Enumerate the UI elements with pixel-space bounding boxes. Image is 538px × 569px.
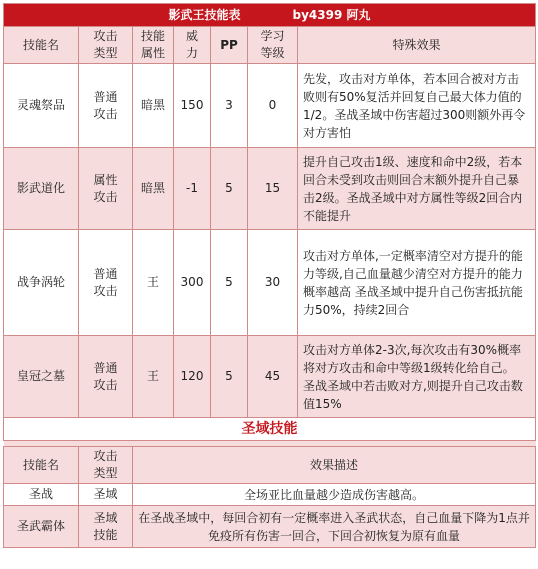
domain-header-name: 技能名 [4, 447, 79, 484]
skill-effect: 提升自己攻击1级、速度和命中2级，若本回合未受到攻击则回合末额外提升自己暴击2级。圣战圣域中对方属性等级2回合内不能提升 [298, 148, 536, 230]
table-row [4, 148, 536, 230]
author-text: by4399 阿丸 [292, 7, 371, 22]
skill-type: 属性 攻击 [79, 148, 133, 230]
header-attr: 技能 属性 [133, 27, 174, 64]
skill-level: 15 [248, 148, 298, 230]
skill-level: 0 [248, 64, 298, 148]
header-level: 学习 等级 [248, 27, 298, 64]
skill-pp: 3 [211, 64, 248, 148]
domain-skill-type: 圣域 [79, 484, 133, 506]
header-effect: 特殊效果 [298, 27, 536, 64]
header-name: 技能名 [4, 27, 79, 64]
skill-level: 45 [248, 336, 298, 418]
skill-effect: 先发，攻击对方单体，若本回合被对方击败则有50%复活并回复自己最大体力值的1/2。圣战圣域中伤害超过300则额外再令对方害怕 [298, 64, 536, 148]
domain-section-title: 圣域技能 [4, 418, 536, 441]
header-pp: PP [211, 27, 248, 64]
table-row [4, 64, 536, 148]
skill-power: 150 [174, 64, 211, 148]
skill-attr: 暗黑 [133, 64, 174, 148]
skill-power: 300 [174, 230, 211, 336]
domain-header-desc: 效果描述 [133, 447, 536, 484]
skill-pp: 5 [211, 230, 248, 336]
header-row [4, 27, 536, 64]
domain-header-row [4, 447, 536, 484]
skill-table-container [3, 3, 535, 548]
skill-attr: 王 [133, 230, 174, 336]
skill-name: 灵魂祭品 [4, 64, 79, 148]
domain-skill-type: 圣域 技能 [79, 506, 133, 548]
domain-header-type: 攻击 类型 [79, 447, 133, 484]
domain-skill-name: 圣武霸体 [4, 506, 79, 548]
skill-pp: 5 [211, 336, 248, 418]
table-row [4, 230, 536, 336]
skill-name: 战争涡轮 [4, 230, 79, 336]
table-row [4, 506, 536, 548]
domain-skill-desc: 在圣战圣域中，每回合初有一定概率进入圣武状态，自己血量下降为1点并免疫所有伤害一回合，下回合初恢复为原有血量 [133, 506, 536, 548]
skill-power: -1 [174, 148, 211, 230]
skill-name: 影武道化 [4, 148, 79, 230]
skill-power: 120 [174, 336, 211, 418]
skill-effect: 攻击对方单体,一定概率清空对方提升的能力等级,自己血量越少清空对方提升的能力概率越高 圣战圣域中提升自己伤害抵抗能力50%，持续2回合 [298, 230, 536, 336]
skill-attr: 王 [133, 336, 174, 418]
table-title [4, 4, 536, 27]
skill-type: 普通 攻击 [79, 64, 133, 148]
skill-level: 30 [248, 230, 298, 336]
domain-skill-name: 圣战 [4, 484, 79, 506]
skill-type: 普通 攻击 [79, 336, 133, 418]
title-row [4, 4, 536, 27]
skill-type: 普通 攻击 [79, 230, 133, 336]
table-row [4, 336, 536, 418]
skill-attr: 暗黑 [133, 148, 174, 230]
table-row [4, 484, 536, 506]
header-power: 威 力 [174, 27, 211, 64]
skill-table [3, 3, 536, 548]
skill-effect: 攻击对方单体2-3次,每次攻击有30%概率将对方攻击和命中等级1级转化给自己。 圣战圣域中若击败对方,则提升自己攻击数值15% [298, 336, 536, 418]
domain-section-title-row [4, 418, 536, 441]
skill-pp: 5 [211, 148, 248, 230]
domain-skill-desc: 全场亚比血量越少造成伤害越高。 [133, 484, 536, 506]
skill-name: 皇冠之墓 [4, 336, 79, 418]
header-type: 攻击 类型 [79, 27, 133, 64]
title-text: 影武王技能表 [168, 7, 241, 22]
